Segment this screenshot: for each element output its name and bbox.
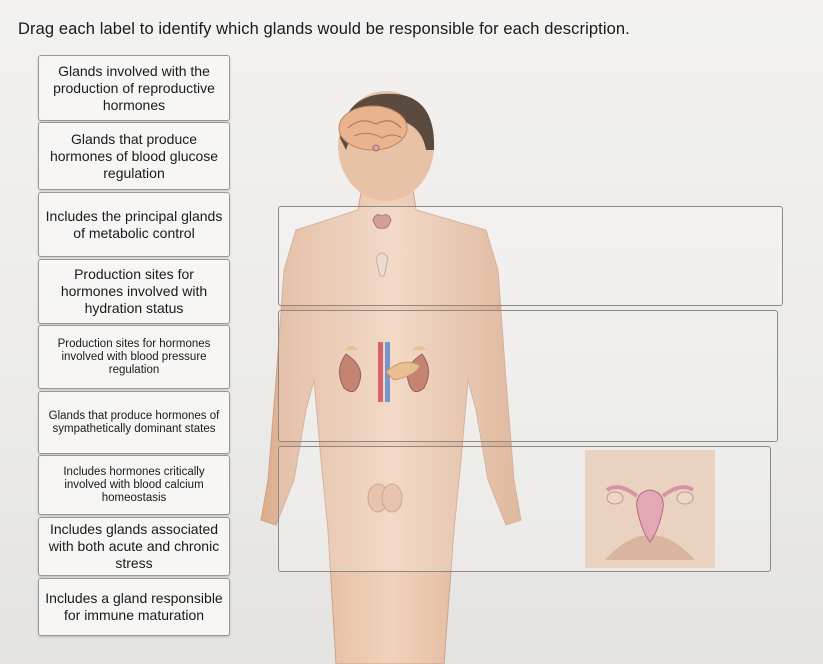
draggable-label-reproductive[interactable] — [38, 55, 230, 121]
instruction-text: Drag each label to identify which glands would be responsible for each description. — [18, 20, 630, 38]
dropzone-upper-torso[interactable] — [278, 206, 783, 306]
draggable-label-immune[interactable] — [38, 578, 230, 636]
dropzone-abdomen[interactable] — [278, 310, 778, 442]
draggable-label-calcium[interactable] — [38, 455, 230, 515]
draggable-label-metabolic[interactable] — [38, 192, 230, 257]
label-text: Includes hormones critically involved with blood calcium homeostasis — [63, 465, 205, 504]
label-text: Glands that produce hormones of blood glucose regulation — [49, 130, 219, 181]
draggable-label-sympathetic[interactable] — [38, 391, 230, 454]
draggable-label-glucose[interactable] — [38, 122, 230, 190]
draggable-label-stress[interactable] — [38, 517, 230, 576]
brain-icon — [339, 106, 407, 150]
label-text: Glands involved with the production of reproductive hormones — [53, 62, 215, 113]
label-text: Production sites for hormones involved with blood pressure regulation — [57, 337, 211, 376]
label-text: Production sites for hormones involved with hydration status — [60, 266, 208, 316]
female-reproductive-inset — [585, 450, 715, 568]
label-text: Includes the principal glands of metabolic control — [45, 207, 223, 241]
draggable-label-hydration[interactable] — [38, 259, 230, 324]
label-text: Includes a gland responsible for immune maturation — [45, 590, 223, 623]
label-text: Glands that produce hormones of sympathetically dominant states — [48, 409, 220, 435]
pituitary-icon — [373, 145, 379, 151]
label-text: Includes glands associated with both acute and chronic stress — [48, 521, 220, 571]
draggable-label-blood-pressure[interactable] — [38, 325, 230, 389]
